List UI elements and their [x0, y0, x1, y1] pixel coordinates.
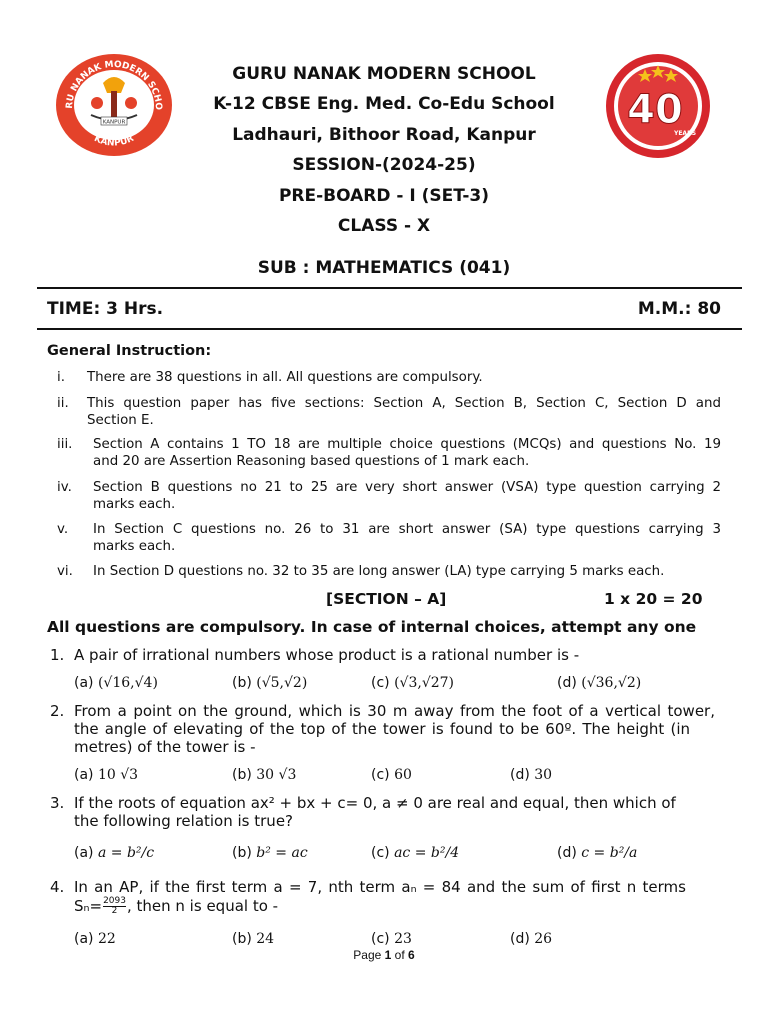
option-a — [74, 767, 138, 783]
fraction-denominator: 2 — [111, 906, 118, 916]
option-a — [74, 675, 158, 691]
question-number: 4. — [50, 878, 65, 896]
section-note: All questions are compulsory. In case of internal choices, attempt any one — [47, 618, 697, 636]
fraction — [103, 897, 126, 916]
class-label: CLASS - X — [337, 216, 431, 236]
page-number — [0, 948, 768, 962]
exam-title: PRE-BOARD - I (SET-3) — [278, 186, 490, 206]
option-label: (a) — [74, 767, 94, 783]
option-d — [557, 845, 637, 861]
option-value: 23 — [394, 931, 412, 947]
option-b — [232, 845, 308, 861]
option-value: (√36,√2) — [581, 675, 642, 691]
option-label: (a) — [74, 675, 94, 691]
option-label: (d) — [557, 675, 577, 691]
page-of: of — [391, 948, 409, 962]
page-current: 1 — [384, 948, 392, 962]
option-value: a = b²/c — [97, 845, 155, 861]
question-text-cont: the following relation is true? — [74, 812, 294, 830]
instruction-number: iv. — [57, 480, 72, 495]
option-value: 30 √3 — [256, 767, 297, 783]
question-text-tail: , then n is equal to - — [126, 897, 279, 915]
option-a — [74, 845, 154, 861]
question-text-cont: metres) of the tower is - — [74, 738, 256, 756]
option-c — [371, 675, 454, 691]
option-b — [232, 675, 307, 691]
option-label: (d) — [557, 845, 577, 861]
logo-ring-text: RU NANAK MODERN SCHO — [64, 59, 164, 111]
option-value: (√16,√4) — [97, 675, 158, 691]
school-type: K-12 CBSE Eng. Med. Co-Edu School — [213, 94, 555, 114]
time-label: TIME: 3 Hrs. — [47, 299, 164, 319]
option-label: (c) — [371, 931, 390, 947]
logo-inner-text: KANPUR — [102, 119, 126, 126]
instruction-number: v. — [57, 522, 69, 537]
instruction-text-cont: Section E. — [87, 413, 154, 428]
instruction-number: ii. — [57, 396, 69, 411]
instruction-number: vi. — [57, 564, 73, 579]
option-a — [74, 931, 116, 947]
question-text-cont: the angle of elevating of the top of the tower is found to be 60º. The height (in — [74, 720, 690, 738]
fraction-numerator: 2093 — [103, 896, 126, 906]
option-value: 26 — [534, 931, 553, 947]
instruction-number: i. — [57, 370, 65, 385]
subject: SUB : MATHEMATICS (041) — [257, 258, 511, 278]
option-label: (c) — [371, 675, 390, 691]
divider-bottom — [37, 328, 742, 330]
section-marks: 1 x 20 = 20 — [604, 590, 703, 608]
option-b — [232, 767, 296, 783]
option-value: 24 — [256, 931, 275, 947]
option-value: 10 √3 — [97, 767, 139, 783]
option-value: (√5,√2) — [256, 675, 308, 691]
school-address: Ladhauri, Bithoor Road, Kanpur — [232, 125, 536, 145]
option-value: (√3,√27) — [394, 675, 455, 691]
question-text-cont — [74, 897, 278, 916]
option-d — [510, 767, 552, 783]
page-prefix: Page — [353, 948, 385, 962]
instruction-text-cont: marks each. — [93, 497, 176, 512]
page-total: 6 — [408, 948, 415, 962]
instruction-text: In Section D questions no. 32 to 35 are long answer (LA) type carrying 5 marks each. — [93, 564, 665, 579]
option-d — [557, 675, 641, 691]
option-value: c = b²/a — [581, 845, 638, 861]
instruction-text: In Section C questions no. 26 to 31 are short answer (SA) type questions carrying 3 — [93, 522, 721, 537]
option-label: (b) — [232, 931, 252, 947]
option-label: (c) — [371, 845, 390, 861]
instructions-title: General Instruction: — [47, 343, 212, 359]
option-label: (a) — [74, 931, 94, 947]
option-c — [371, 767, 412, 783]
option-c — [371, 845, 459, 861]
logo-years-text: YEARS — [673, 130, 697, 137]
option-label: (b) — [232, 675, 252, 691]
option-d — [510, 931, 552, 947]
instruction-text-cont: and 20 are Assertion Reasoning based questions of 1 mark each. — [93, 454, 530, 469]
instruction-text-cont: marks each. — [93, 539, 176, 554]
option-label: (d) — [510, 931, 530, 947]
question-text: If the roots of equation ax² + bx + c= 0, a ≠ 0 are real and equal, then which of — [74, 794, 676, 812]
session: SESSION-(2024-25) — [292, 155, 476, 175]
question-text: In an AP, if the first term a = 7, nth term aₙ = 84 and the sum of first n terms — [74, 878, 686, 896]
option-value: b² = ac — [256, 845, 308, 861]
option-value: ac = b²/4 — [394, 845, 460, 861]
sum-label: Sₙ= — [74, 897, 103, 915]
section-title: [SECTION – A] — [326, 590, 447, 608]
question-number: 3. — [50, 794, 65, 812]
question-text: From a point on the ground, which is 30 m away from the foot of a vertical tower, — [74, 702, 715, 720]
instruction-number: iii. — [57, 437, 73, 452]
school-name: GURU NANAK MODERN SCHOOL — [232, 64, 536, 84]
instruction-text: Section A contains 1 TO 18 are multiple choice questions (MCQs) and questions No. 19 — [93, 437, 721, 452]
max-marks: M.M.: 80 — [637, 299, 721, 319]
instruction-text: Section B questions no 21 to 25 are very short answer (VSA) type question carrying 2 — [93, 480, 721, 495]
question-number: 2. — [50, 702, 65, 720]
question-number: 1. — [50, 646, 65, 664]
logo-bottom-text: KANPUR — [92, 133, 136, 149]
question-text: A pair of irrational numbers whose product is a rational number is - — [74, 646, 580, 664]
option-label: (b) — [232, 845, 252, 861]
option-label: (c) — [371, 767, 390, 783]
option-value: 60 — [394, 767, 412, 783]
option-c — [371, 931, 412, 947]
option-value: 30 — [534, 767, 553, 783]
option-value: 22 — [97, 931, 116, 947]
option-label: (a) — [74, 845, 94, 861]
option-label: (d) — [510, 767, 530, 783]
divider-top — [37, 287, 742, 289]
option-b — [232, 931, 274, 947]
instruction-text: This question paper has five sections: Section A, Section B, Section C, Section D and — [87, 396, 721, 411]
logo-number: 40 — [627, 87, 683, 133]
option-label: (b) — [232, 767, 252, 783]
instruction-text: There are 38 questions in all. All questions are compulsory. — [87, 370, 483, 385]
